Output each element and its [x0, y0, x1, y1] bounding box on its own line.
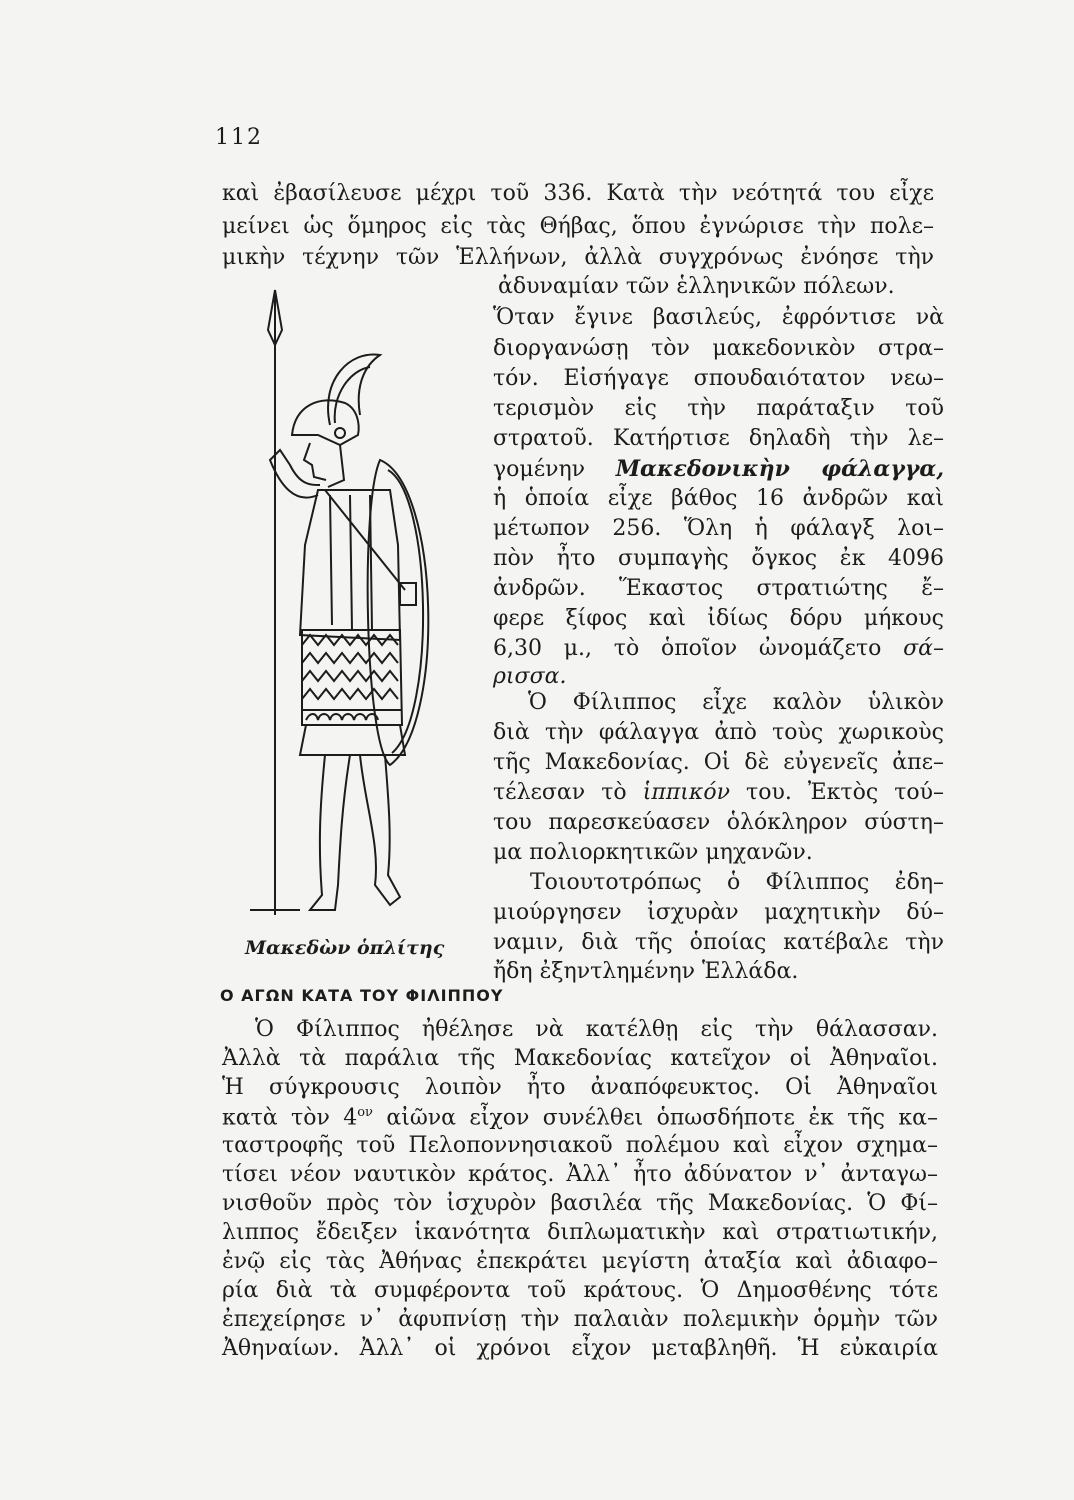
body-line: μιούργησεν ἰσχυρὰν μαχητικὴν δύ–	[493, 900, 944, 925]
body-line: μικὴν τέχνην τῶν Ἑλλήνων, ἀλλὰ συγχρόνως ἐνόησε τὴν	[222, 245, 934, 270]
body-line: Ὁ Φίλιππος εἶχε καλὸν ὑλικὸν	[528, 690, 944, 715]
body-line: μα πολιορκητικῶν μηχανῶν.	[493, 840, 813, 865]
body-line: ἀδυναμίαν τῶν ἑλληνικῶν πόλεων.	[498, 274, 895, 299]
text-run: κατὰ τὸν 4	[222, 1105, 358, 1131]
body-line	[493, 638, 944, 660]
body-line: Ἡ σύγκρουσις λοιπὸν ἦτο ἀναπόφευκτος. Οἱ Ἀθηναῖοι	[222, 1075, 938, 1100]
text-run: του. Ἐκτὸς τού–	[729, 780, 945, 805]
page-number: 112	[215, 125, 263, 150]
body-line: ἤδη ἐξηντλημένην Ἑλλάδα.	[493, 959, 799, 984]
cavalry-term: ἱππικόν	[642, 780, 730, 805]
body-line: ἀνδρῶν. Ἕκαστος στρατιώτης ἔ–	[493, 576, 944, 601]
body-line	[493, 782, 944, 804]
body-line	[222, 1106, 938, 1129]
body-line: Ἀλλὰ τὰ παράλια τῆς Μακεδονίας κατεῖχον οἱ Ἀθηναῖοι.	[222, 1046, 938, 1071]
section-heading: Ο ΑΓΩΝ ΚΑΤΑ ΤΟΥ ΦΙΛΙΠΠΟΥ	[220, 986, 504, 1005]
body-line: διὰ τὴν φάλαγγα ἀπὸ τοὺς χωρικοὺς	[493, 720, 944, 745]
text-run: τέλεσαν τὸ	[493, 780, 643, 805]
text-run: 6,30 μ., τὸ ὁποῖον ὠνομάζετο	[493, 636, 904, 661]
ordinal-suffix: ον	[357, 1105, 373, 1120]
sarissa-term-end: ρισσα.	[493, 664, 567, 689]
body-line: λιππος ἔδειξεν ἱκανότητα διπλωματικὴν καὶ στρατιωτικήν,	[222, 1220, 938, 1245]
sarissa-term: σά–	[903, 636, 944, 661]
body-line: Ἀθηναίων. Ἀλλ᾽ οἱ χρόνοι εἶχον μεταβληθῆ. Ἡ εὐκαιρία	[222, 1336, 938, 1361]
body-line: ἐπεχείρησε ν᾽ ἀφυπνίσῃ τὴν παλαιὰν πολεμικὴν ὁρμὴν τῶν	[222, 1307, 938, 1332]
body-line: καὶ ἐβασίλευσε μέχρι τοῦ 336. Κατὰ τὴν νεότητά του εἶχε	[222, 181, 934, 206]
body-line: τόν. Εἰσήγαγε σπουδαιότατον νεω–	[493, 366, 944, 391]
figure-caption: Μακεδὼν ὁπλίτης	[245, 937, 445, 959]
body-line	[493, 458, 944, 481]
body-line: ρία διὰ τὰ συμφέροντα τοῦ κράτους. Ὁ Δημοσθένης τότε	[222, 1278, 938, 1303]
body-line: νισθοῦν πρὸς τὸν ἰσχυρὸν βασιλέα τῆς Μακεδονίας. Ὁ Φί–	[222, 1191, 938, 1216]
body-line: τίσει νέον ναυτικὸν κράτος. Ἀλλ᾽ ἦτο ἀδύνατον ν᾽ ἀνταγω–	[222, 1162, 938, 1187]
body-line: Ὁ Φίλιππος ἠθέλησε νὰ κατέλθῃ εἰς τὴν θάλασσαν.	[255, 1017, 938, 1042]
body-line: μέτωπον 256. Ὅλη ἡ φάλαγξ λοι–	[493, 516, 944, 541]
body-line: τερισμὸν εἰς τὴν παράταξιν τοῦ	[493, 396, 944, 421]
phalanx-term: Μακεδονικὴν φάλαγγα,	[615, 456, 944, 482]
body-line: του παρεσκεύασεν ὁλόκληρον σύστη–	[493, 810, 944, 835]
body-line: ναμιν, διὰ τῆς ὁποίας κατέβαλε τὴν	[493, 930, 944, 955]
body-line: Ὅταν ἔγινε βασιλεύς, ἐφρόντισε νὰ	[493, 305, 944, 330]
body-line: Τοιουτοτρόπως ὁ Φίλιππος ἐδη–	[530, 870, 944, 895]
text-run: γομένην	[493, 457, 616, 482]
body-line: πὸν ἦτο συμπαγὴς ὄγκος ἐκ 4096	[493, 546, 944, 571]
body-line: τῆς Μακεδονίας. Οἱ δὲ εὐγενεῖς ἀπε–	[493, 750, 944, 775]
text-run: αἰῶνα εἶχον συνέλθει ὁπωσδήποτε ἐκ τῆς κα–	[372, 1105, 938, 1131]
body-line: στρατοῦ. Κατήρτισε δηλαδὴ τὴν λε–	[493, 426, 944, 451]
body-line: διοργανώσῃ τὸν μακεδονικὸν στρα–	[493, 336, 944, 361]
body-line: ταστροφῆς τοῦ Πελοποννησιακοῦ πολέμου καὶ εἶχον σχημα–	[222, 1133, 938, 1158]
hoplite-illustration	[240, 285, 480, 935]
body-line: ἐνῷ εἰς τὰς Ἀθήνας ἐπεκράτει μεγίστη ἀταξία καὶ ἀδιαφο–	[222, 1249, 938, 1274]
body-line: ἡ ὁποία εἶχε βάθος 16 ἀνδρῶν καὶ	[493, 486, 944, 511]
body-line: φερε ξίφος καὶ ἰδίως δόρυ μήκους	[493, 606, 944, 631]
body-line: μείνει ὡς ὅμηρος εἰς τὰς Θήβας, ὅπου ἐγνώρισε τὴν πολε–	[222, 214, 934, 239]
